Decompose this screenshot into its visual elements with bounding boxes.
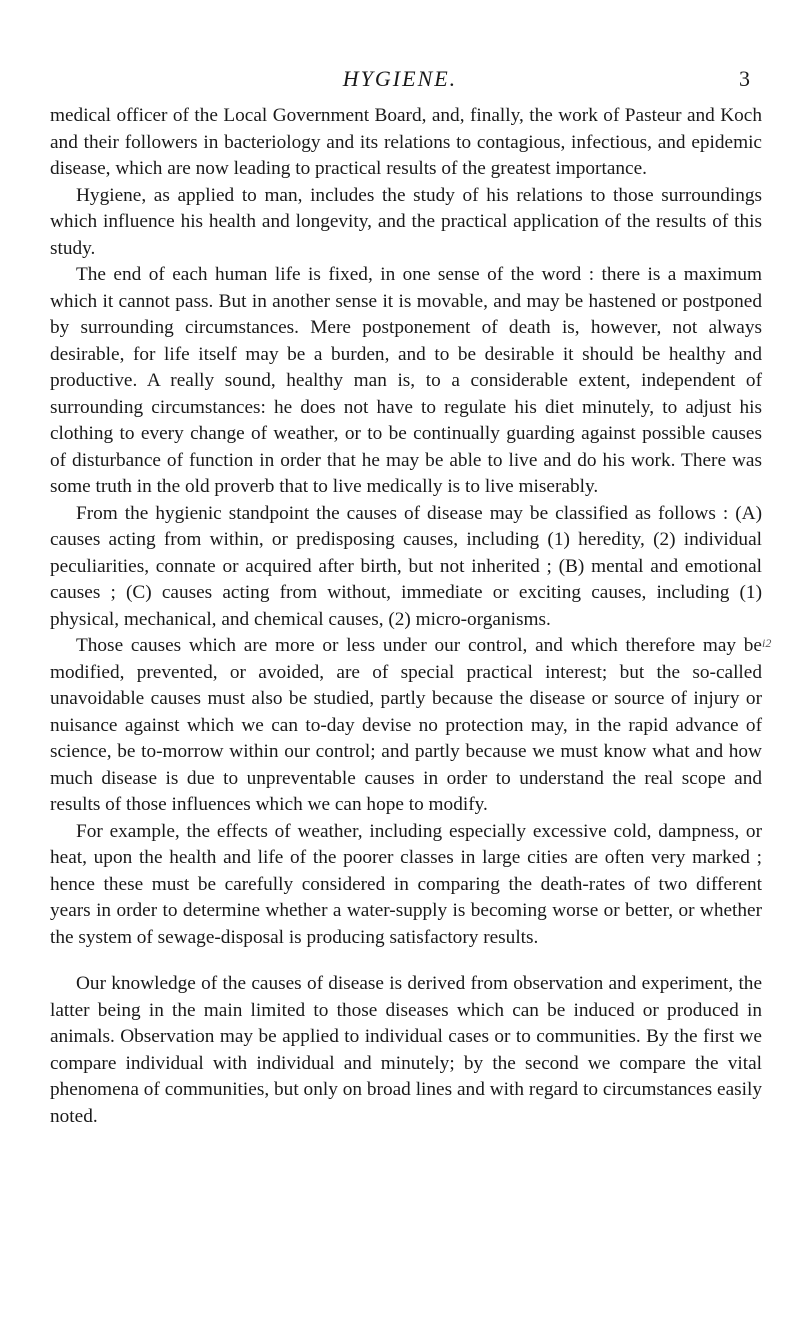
running-head: HYGIENE.	[342, 66, 458, 91]
paragraph-continuation: medical officer of the Local Government Board, and, finally, the work of Pasteur and Koch and their followers in bacteriology and its relations to contagious, infectious, and epidemic disease, which are now leading to practical results of the greatest importance.	[50, 105, 762, 179]
page-number: 3	[739, 66, 750, 91]
paragraph-causes-classification: From the hygienic standpoint the causes of disease may be classified as follows : (A) causes acting from within, or predisposing causes, including (1) heredity, (2) individual peculiarities, connate or acquired after birth, but not inherited ; (B) mental and emotional causes ; (C) causes acting from without, immediate or exciting causes, including (1) physical, mechanical, and chemical causes, (2) micro-organisms.	[50, 502, 762, 630]
paragraph-weather-example: For example, the effects of weather, including especially excessive cold, dampness, or heat, upon the health and life of the poorer classes in large cities are often very marked ; hence these must be carefully considered in comparing the death-rates of two different years in order to determine whether a water-supply is becoming worse or better, or whether the system of sewage-disposal is producing satisfactory results.	[50, 820, 762, 948]
paragraph-end-of-life: The end of each human life is fixed, in one sense of the word : there is a maximum which it cannot pass. But in another sense it is movable, and may be hastened or postponed by surrounding circumstances. Mere postponement of death is, however, not always desirable, for life itself may be a burden, and to be desirable it should be healthy and productive. A really sound, healthy man is, to a considerable extent, independent of surrounding circumstances: he does not have to regulate his diet minutely, to adjust his clothing to every change of weather, or to be continually guarding against possible causes of disturbance of function in order that he may be able to live and do his work. There was some truth in the old proverb that to live medically is to live miserably.	[50, 264, 762, 497]
paragraph-hygiene-definition: Hygiene, as applied to man, includes the study of his relations to those surroundings which influence his health and longevity, and the practical application of the results of this study.	[50, 184, 762, 259]
paragraph-knowledge-of-causes: Our knowledge of the causes of disease is derived from observation and experiment, the latter being in the main limited to those diseases which can be induced or produced in animals. Observation may be applied to individual cases or to communities. By the first we compare individual with individual and minutely; by the second we compare the vital phenomena of communities, but only on broad lines and with regard to circumstances easily noted.	[50, 973, 762, 1127]
body-text	[50, 103, 762, 1130]
margin-note: i2	[762, 636, 772, 650]
paragraph-controllable-causes: Those causes which are more or less under our control, and which therefore may be modified, prevented, or avoided, are of special practical interest; but the so-called unavoidable causes must also be studied, partly because the disease or source of injury or nuisance against which we can to-day devise no protection may, in the rapid advance of science, be to-morrow within our control; and partly because we must know what and how much disease is due to unpreventable causes in order to understand the real scope and results of those influences which we can hope to modify.	[50, 635, 762, 815]
